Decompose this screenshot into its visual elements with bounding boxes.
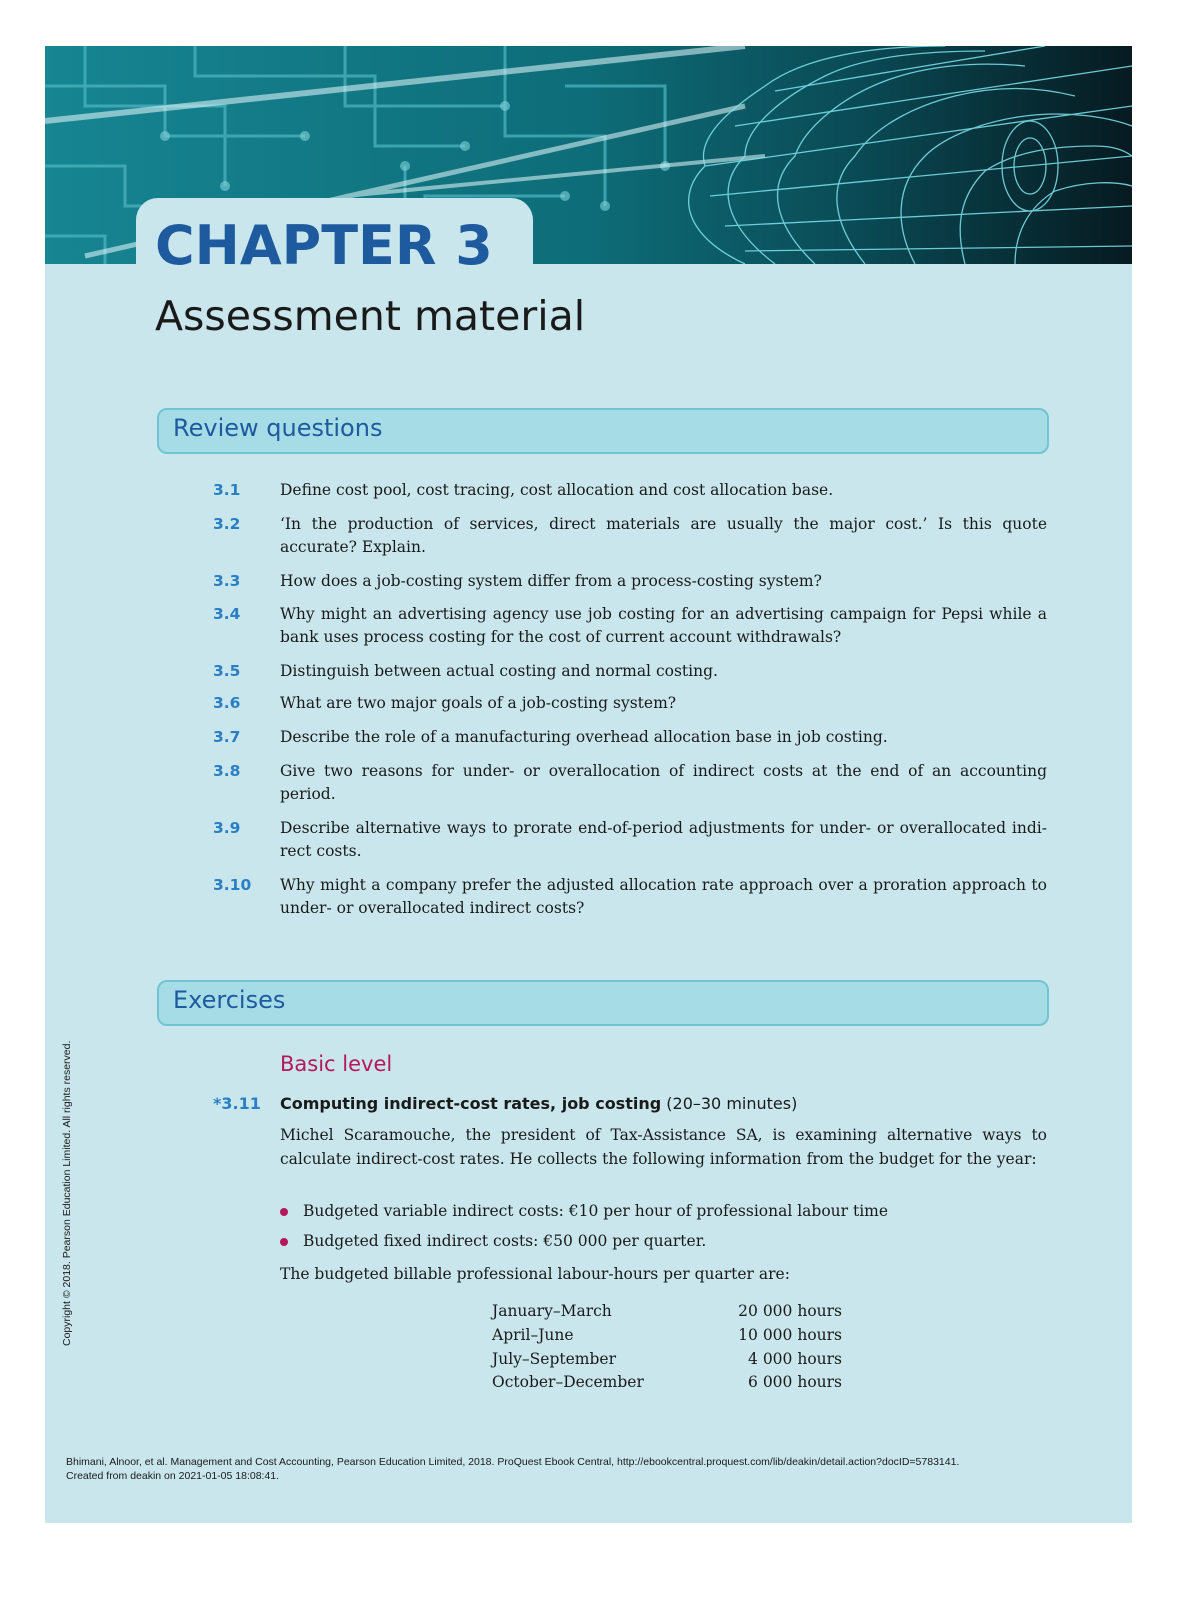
question-text: What are two major goals of a job-costing system? [280, 694, 677, 712]
hours-period: October–December [492, 1373, 644, 1391]
level-heading: Basic level [280, 1052, 393, 1076]
review-questions-header [157, 408, 1049, 454]
chapter-title: CHAPTER 3 [155, 214, 493, 277]
question-number: 3.1 [213, 481, 241, 499]
question-text: How does a job-costing system differ from a process-costing system? [280, 572, 822, 590]
question-text: Why might a company prefer the adjusted allocation rate approach over a proration approach to under- or overallocated indirect costs? [280, 876, 1047, 917]
exercise-title: Computing indirect-cost rates, job costing [280, 1094, 662, 1113]
question-number: 3.5 [213, 662, 241, 680]
exercise-paragraph: Michel Scaramouche, the president of Tax-Assistance SA, is examining alternative ways to calculate indirect-cost rates. He collects the following information from the budget for the year: [280, 1126, 1047, 1168]
chapter-subtitle: Assessment material [155, 292, 586, 340]
created-footer: Created from deakin on 2021-01-05 18:08:41. [66, 1470, 280, 1482]
question-text: Define cost pool, cost tracing, cost allocation and cost allocation base. [280, 481, 834, 499]
book-page [45, 46, 1132, 1523]
question-number: 3.2 [213, 515, 241, 533]
exercises-header [157, 980, 1049, 1026]
exercise-time: (20–30 minutes) [661, 1094, 798, 1113]
copyright-notice: Copyright © 2018. Pearson Education Limited. All rights reserved. [61, 1040, 73, 1346]
question-text: Describe the role of a manufacturing overhead allocation base in job costing. [280, 728, 888, 746]
bullet-dot-icon [280, 1238, 288, 1246]
bullet-text: Budgeted fixed indirect costs: €50 000 per quarter. [303, 1232, 707, 1250]
question-number: 3.4 [213, 605, 241, 623]
hours-intro: The budgeted billable professional labour-hours per quarter are: [280, 1265, 790, 1283]
question-text: Why might an advertising agency use job costing for an advertising campaign for Pepsi while a bank uses process costing for the cost of current account withdrawals? [280, 605, 1047, 646]
hours-period: April–June [492, 1326, 574, 1344]
question-number: 3.3 [213, 572, 241, 590]
question-number: 3.9 [213, 819, 241, 837]
hours-value: 10 000 hours [738, 1326, 842, 1344]
question-number: 3.10 [213, 876, 252, 894]
bullet-dot-icon [280, 1208, 288, 1216]
citation-footer: Bhimani, Alnoor, et al. Management and Cost Accounting, Pearson Education Limited, 2018. ProQuest Ebook Central, http://ebookcentral.proquest.com/lib/deakin/detail.action?docID=5783141. [66, 1456, 960, 1468]
question-text: Distinguish between actual costing and normal costing. [280, 662, 718, 680]
question-text: Describe alternative ways to prorate end-of-period adjustments for under- or overallocated indi-rect costs. [280, 819, 1047, 860]
hours-period: July–September [492, 1350, 616, 1368]
question-number: 3.8 [213, 762, 241, 780]
hours-row [492, 1350, 842, 1373]
hours-period: January–March [492, 1302, 612, 1320]
exercises-heading: Exercises [173, 986, 286, 1014]
exercise-number: *3.11 [213, 1094, 261, 1113]
hours-row [492, 1326, 842, 1349]
hours-value: 4 000 hours [748, 1350, 842, 1368]
exercise-title-line [280, 1094, 797, 1113]
question-number: 3.6 [213, 694, 241, 712]
hours-row [492, 1373, 842, 1396]
bullet-text: Budgeted variable indirect costs: €10 per hour of professional labour time [303, 1202, 889, 1220]
hours-value: 6 000 hours [748, 1373, 842, 1391]
question-number: 3.7 [213, 728, 241, 746]
review-questions-heading: Review questions [173, 414, 383, 442]
question-text: Give two reasons for under- or overallocation of indirect costs at the end of an accounting period. [280, 762, 1047, 803]
question-text: ‘In the production of services, direct materials are usually the major cost.’ Is this quote accurate? Explain. [280, 515, 1047, 556]
hours-value: 20 000 hours [738, 1302, 842, 1320]
hours-row [492, 1302, 842, 1325]
